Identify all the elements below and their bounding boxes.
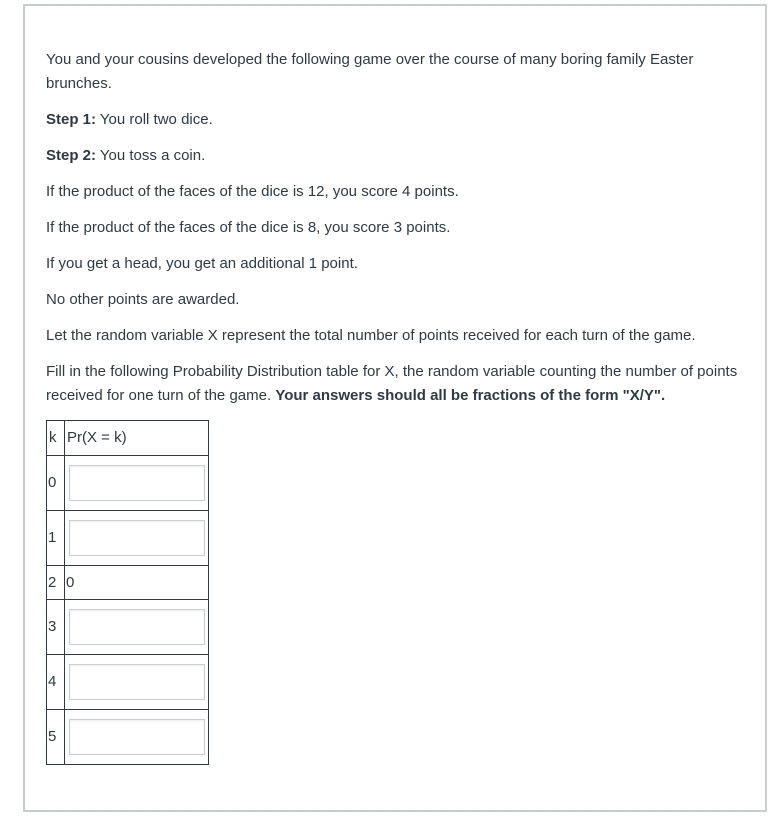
rule-1: If the product of the faces of the dice is 12, you score 4 points. xyxy=(46,183,459,200)
intro-text: You and your cousins developed the following game over the course of many boring family Easter brunches. xyxy=(46,51,694,92)
table-row-k4 xyxy=(47,655,209,710)
table-header-row xyxy=(47,421,209,456)
step-2-text: You toss a coin. xyxy=(96,147,206,164)
header-probability: Pr(X = k) xyxy=(65,421,209,456)
rule-4: No other points are awarded. xyxy=(46,291,240,308)
k-value: 3 xyxy=(47,600,65,655)
step-1-text: You roll two dice. xyxy=(96,111,213,128)
question-content xyxy=(46,48,746,765)
answer-input-k5[interactable] xyxy=(69,719,205,755)
answer-input-k3[interactable] xyxy=(69,609,205,645)
k-value: 5 xyxy=(47,710,65,765)
instruction xyxy=(46,360,746,408)
k-value: 1 xyxy=(47,511,65,566)
answer-cell xyxy=(65,511,209,566)
definition-text: Let the random variable X represent the total number of points received for each turn of the game. xyxy=(46,327,696,344)
step-2-label: Step 2: xyxy=(46,147,97,164)
step-2 xyxy=(46,144,746,168)
table-row-k1 xyxy=(47,511,209,566)
answer-input-k1[interactable] xyxy=(69,520,205,556)
probability-table xyxy=(46,420,209,765)
table-row-k2 xyxy=(47,566,209,600)
answer-cell xyxy=(65,456,209,511)
k-value: 2 xyxy=(47,566,65,600)
answer-cell xyxy=(65,655,209,710)
answer-input-k4[interactable] xyxy=(69,664,205,700)
instruction-bold: Your answers should all be fractions of the form "X/Y". xyxy=(275,387,666,404)
rule-3: If you get a head, you get an additional 1 point. xyxy=(46,255,358,272)
table-row-k0 xyxy=(47,456,209,511)
given-probability: 0 xyxy=(65,566,209,600)
instruction-text: Fill in the following Probability Distribution table for X, the random variable counting the number of points received for one turn of the game. xyxy=(46,363,738,404)
k-value: 4 xyxy=(47,655,65,710)
header-k: k xyxy=(47,421,65,456)
table-row-k5 xyxy=(47,710,209,765)
answer-input-k0[interactable] xyxy=(69,465,205,501)
question-panel xyxy=(23,4,767,812)
k-value: 0 xyxy=(47,456,65,511)
answer-cell xyxy=(65,600,209,655)
table-row-k3 xyxy=(47,600,209,655)
step-1-label: Step 1: xyxy=(46,111,97,128)
answer-cell xyxy=(65,710,209,765)
step-1 xyxy=(46,108,746,132)
rule-2: If the product of the faces of the dice is 8, you score 3 points. xyxy=(46,219,451,236)
